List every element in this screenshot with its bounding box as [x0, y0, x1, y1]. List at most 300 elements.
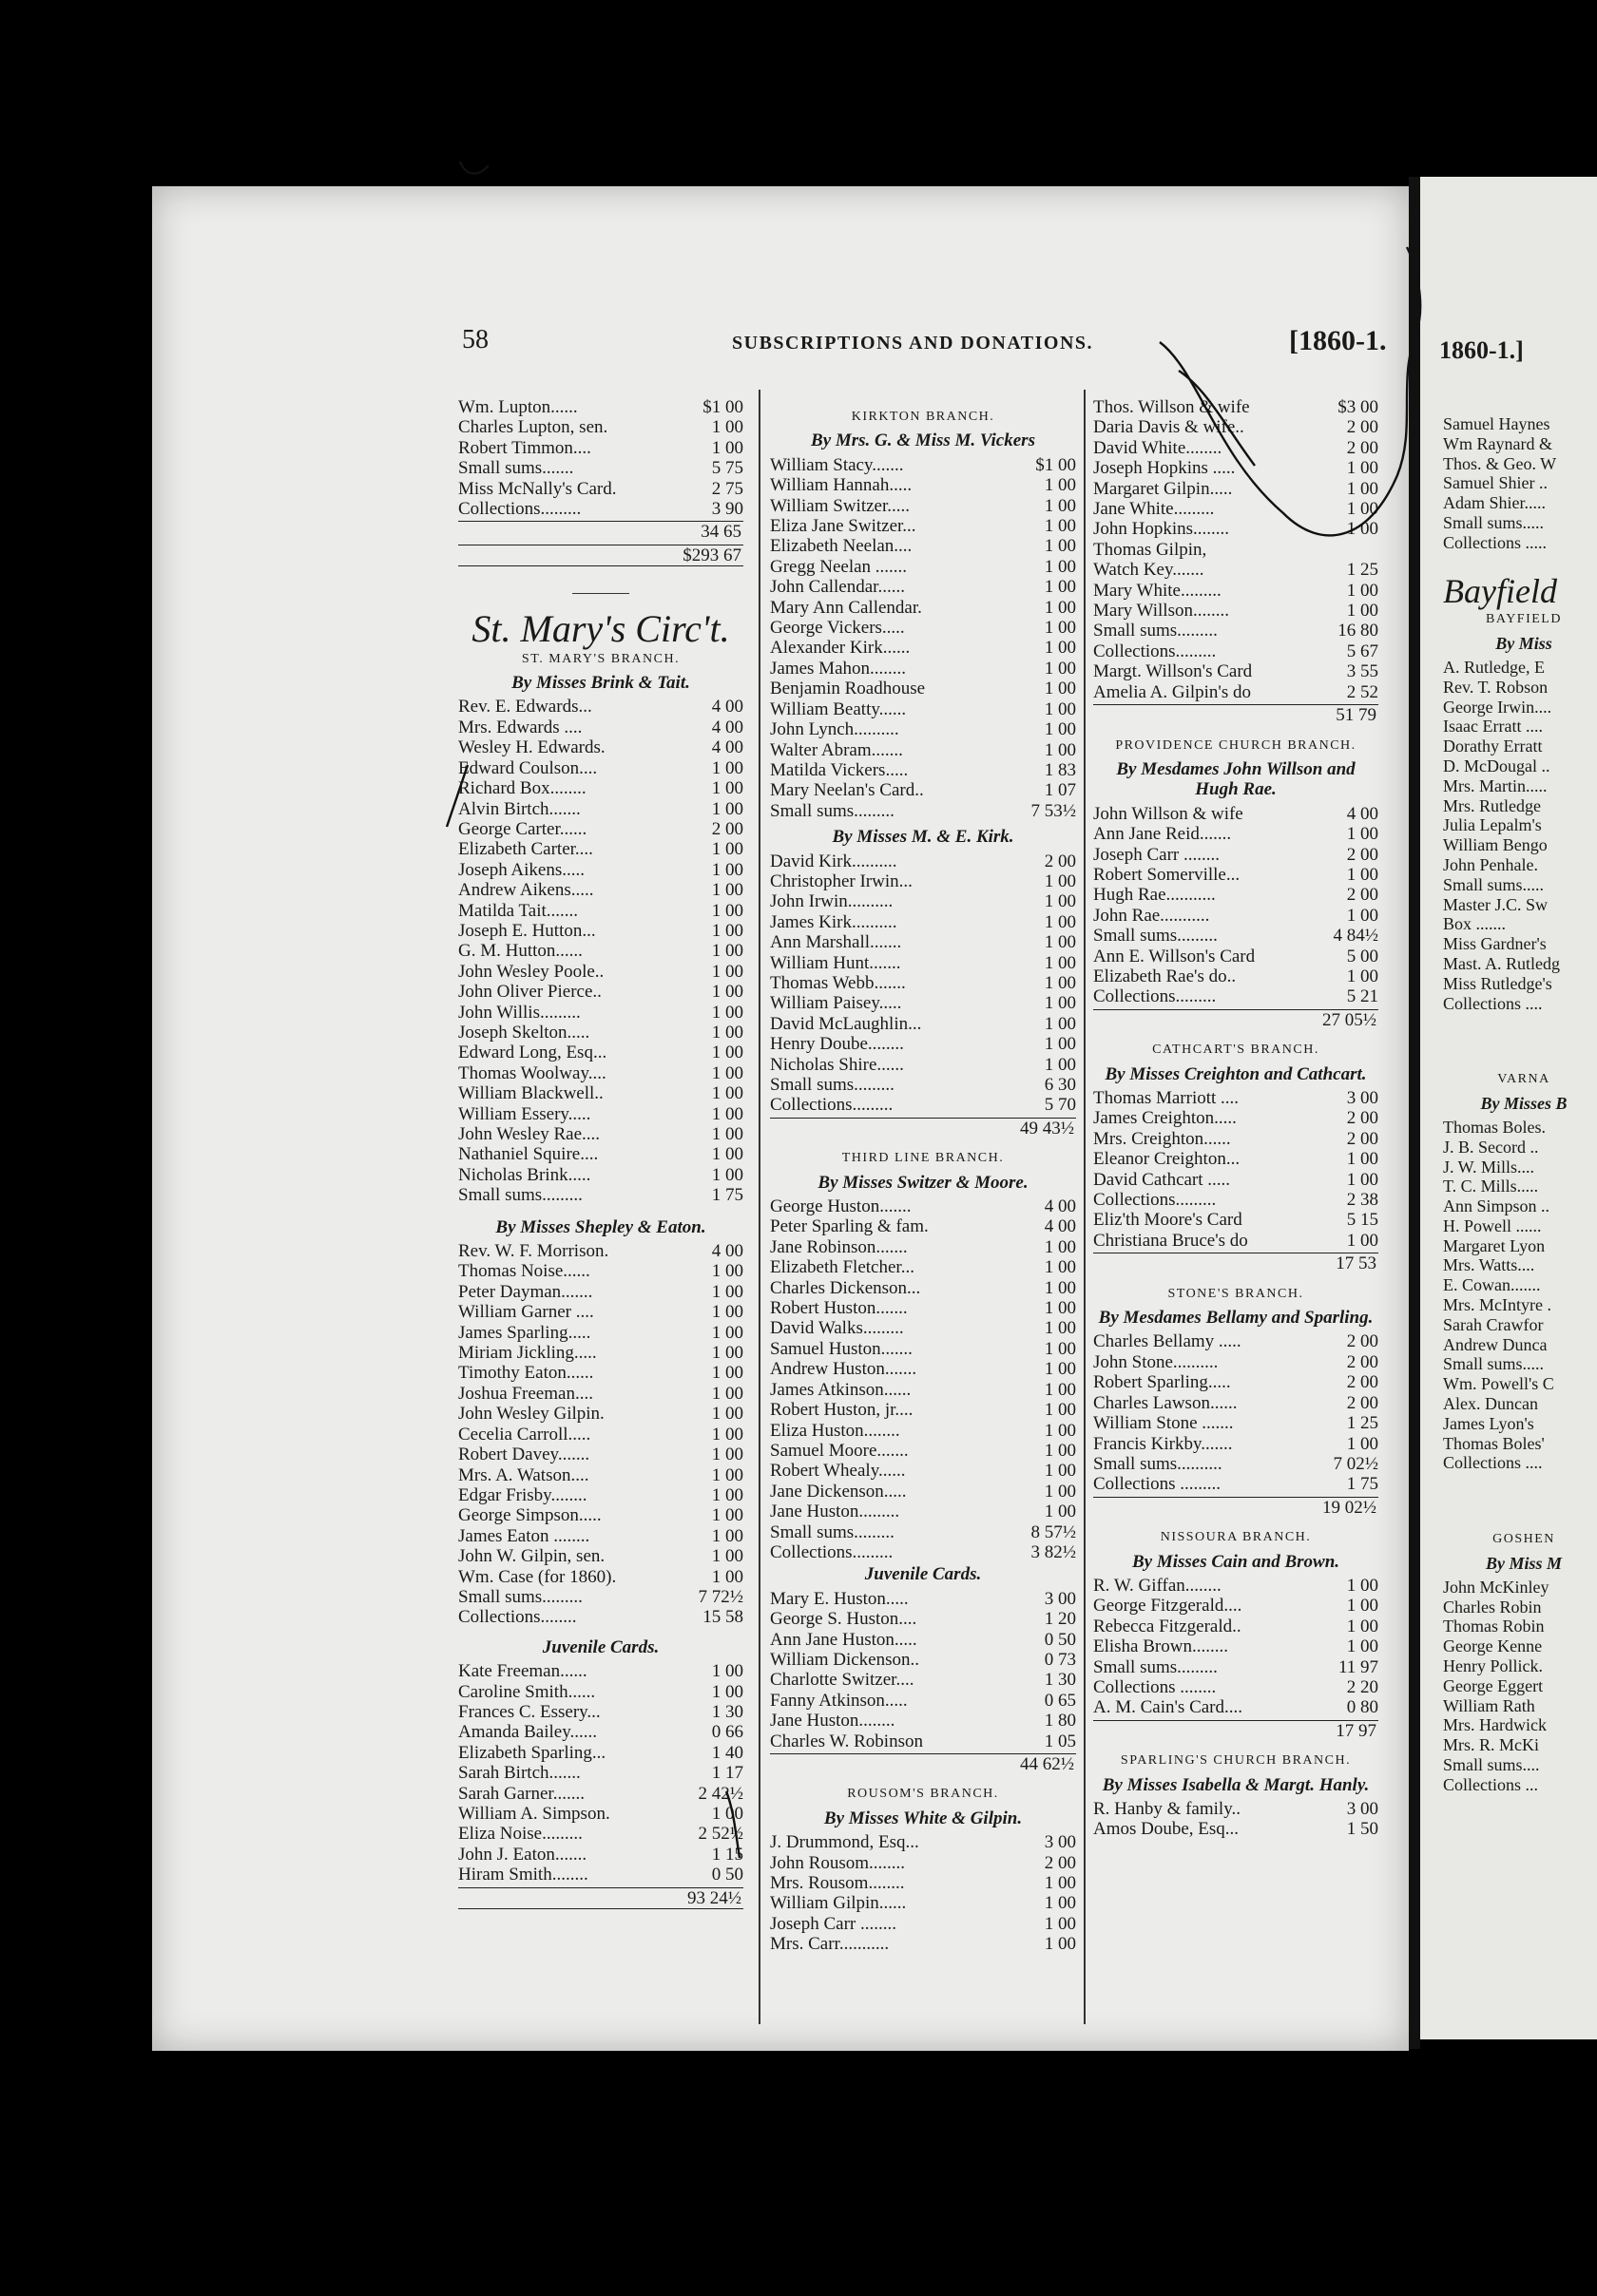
entry-amount: 1 00 — [1044, 1893, 1076, 1914]
list-item — [1093, 1331, 1378, 1351]
list-item — [1093, 1129, 1378, 1149]
list-item — [458, 1104, 743, 1124]
list-item — [770, 1914, 1076, 1934]
branch-title: GOSHEN — [1492, 1532, 1555, 1547]
entry-name: Thos. Willson & wife — [1093, 397, 1250, 417]
entry-name: Mrs. Rousom........ — [770, 1873, 905, 1894]
entry-name: John Callendar...... — [770, 577, 905, 598]
list-item: Box ....... — [1443, 914, 1507, 934]
list-item — [458, 1185, 743, 1205]
list-item — [458, 1587, 743, 1607]
entry-amount: 1 00 — [1346, 864, 1378, 885]
entry-amount: 1 00 — [1044, 911, 1076, 932]
entry-amount: 7 72½ — [698, 1586, 743, 1607]
list-item — [458, 479, 743, 499]
entry-amount: 0 73 — [1044, 1649, 1076, 1670]
entry-name: Matilda Tait....... — [458, 900, 579, 921]
list-item — [458, 880, 743, 900]
list-item — [1093, 845, 1378, 865]
entry-amount: 1 00 — [1044, 993, 1076, 1014]
entry-name: Watch Key....... — [1093, 560, 1204, 581]
next-page — [1420, 177, 1597, 2039]
list-item — [1093, 601, 1378, 621]
entry-amount: 1 00 — [1044, 1379, 1076, 1400]
entry-amount: 1 00 — [711, 798, 743, 819]
list-item — [770, 1650, 1076, 1670]
list-item — [458, 1425, 743, 1445]
list-item: Small sums..... — [1443, 874, 1545, 894]
entry-name: George Huston....... — [770, 1196, 912, 1217]
entry-name: Edward Long, Esq... — [458, 1043, 607, 1063]
list-item: E. Cowan....... — [1443, 1275, 1541, 1295]
list-item: Ann Simpson .. — [1443, 1196, 1550, 1216]
circuit-title: St. Mary's Circ't. — [471, 607, 730, 651]
entry-amount: 0 66 — [711, 1722, 743, 1743]
entry-name: Robert Huston....... — [770, 1298, 908, 1319]
entry-name: J. Drummond, Esq... — [770, 1832, 919, 1853]
entry-name: Mrs. A. Watson.... — [458, 1464, 589, 1485]
entry-name: Hugh Rae........... — [1093, 885, 1216, 906]
entry-name: Cecelia Carroll..... — [458, 1424, 591, 1445]
list-item — [770, 1318, 1076, 1338]
list-item — [770, 557, 1076, 577]
collectors-line: By Misses Isabella & Margt. Hanly. — [1102, 1774, 1370, 1795]
list-item — [770, 1216, 1076, 1236]
list-item — [1093, 1108, 1378, 1128]
entry-name: Amos Doube, Esq... — [1093, 1819, 1240, 1840]
entry-name: Collections......... — [458, 499, 582, 520]
entry-amount: 1 00 — [1044, 952, 1076, 973]
collectors-line: By Mrs. G. & Miss M. Vickers — [811, 430, 1035, 451]
entry-name: John Willis......... — [458, 1002, 581, 1023]
next-page-column — [1443, 414, 1597, 1795]
entry-name: Rev. E. Edwards... — [458, 697, 592, 718]
entry-name: R. Hanby & family.. — [1093, 1799, 1241, 1819]
list-item — [770, 536, 1076, 556]
entry-name: John Irwin.......... — [770, 891, 894, 912]
list-item — [1093, 1697, 1378, 1717]
list-item: Small sums.... — [1443, 1755, 1540, 1775]
list-item — [770, 1609, 1076, 1629]
list-item — [1093, 804, 1378, 824]
entry-amount: 4 00 — [1346, 803, 1378, 824]
entry-amount: 1 07 — [1044, 780, 1076, 801]
entry-name: Small sums......... — [770, 1075, 895, 1095]
list-item — [770, 1196, 1076, 1216]
list-item: Wm Raynard & — [1443, 433, 1552, 453]
entry-name: Christopher Irwin... — [770, 871, 913, 891]
entry-name: Matilda Vickers..... — [770, 759, 909, 780]
list-item — [458, 1241, 743, 1261]
entry-amount: 5 75 — [711, 458, 743, 479]
entry-name: Margt. Willson's Card — [1093, 661, 1253, 682]
list-item — [458, 819, 743, 839]
entry-name: William Stacy....... — [770, 454, 904, 475]
entry-amount: 1 00 — [711, 941, 743, 962]
entry-amount: 0 50 — [1044, 1629, 1076, 1650]
entry-name: Mary E. Huston..... — [770, 1588, 909, 1609]
entry-name: Small sums......... — [1093, 621, 1218, 641]
entry-name: Mary Ann Callendar. — [770, 597, 922, 618]
list-item — [770, 1461, 1076, 1481]
entry-name: Benjamin Roadhouse — [770, 679, 926, 699]
list-item — [770, 1691, 1076, 1711]
list-item — [458, 1661, 743, 1681]
entry-amount: 1 00 — [1044, 1298, 1076, 1319]
list-item: J. B. Secord .. — [1443, 1137, 1539, 1157]
subtotal: 51 79 — [1093, 704, 1378, 725]
branch-title: NISSOURA BRANCH. — [1160, 1530, 1312, 1545]
entry-amount: 1 00 — [711, 1566, 743, 1587]
list-item: Julia Lepalm's — [1443, 815, 1542, 835]
entry-name: Samuel Huston....... — [770, 1338, 913, 1359]
list-item — [458, 1485, 743, 1505]
entry-name: Ann Jane Huston..... — [770, 1629, 917, 1650]
entry-name: G. M. Hutton...... — [458, 941, 583, 962]
list-item — [458, 1023, 743, 1043]
pencil-tick — [719, 1787, 747, 1863]
entry-amount: 1 00 — [1044, 577, 1076, 598]
entry-amount: 1 50 — [1346, 1819, 1378, 1840]
entry-amount: 1 25 — [1346, 1413, 1378, 1434]
list-item — [458, 982, 743, 1002]
list-item — [770, 1630, 1076, 1650]
entry-amount: 1 00 — [1044, 1338, 1076, 1359]
entry-amount: 1 83 — [1044, 759, 1076, 780]
entry-name: Andrew Aikens..... — [458, 880, 594, 901]
entry-name: John Oliver Pierce.. — [458, 982, 602, 1003]
list-item: Adam Shier..... — [1443, 493, 1546, 513]
entry-name: Edgar Frisby........ — [458, 1484, 587, 1505]
entry-amount: 1 00 — [1346, 478, 1378, 499]
entry-name: Elisha Brown........ — [1093, 1636, 1228, 1657]
page-number: 58 — [462, 325, 489, 354]
entry-amount: 16 80 — [1337, 621, 1378, 641]
entry-name: Caroline Smith...... — [458, 1681, 596, 1702]
entry-amount: 1 00 — [1346, 519, 1378, 540]
entry-name: Small sums......... — [458, 1185, 583, 1206]
list-item — [458, 1702, 743, 1722]
list-item — [1093, 1636, 1378, 1656]
list-item — [1093, 906, 1378, 926]
entry-amount: 1 00 — [1346, 1616, 1378, 1636]
column-3 — [1093, 397, 1378, 1840]
entry-amount: 1 00 — [711, 900, 743, 921]
list-item: James Lyon's — [1443, 1413, 1534, 1433]
entry-amount: 1 00 — [711, 1546, 743, 1567]
collectors-line: By Miss M — [1485, 1554, 1562, 1574]
list-item: George Irwin.... — [1443, 697, 1552, 717]
entry-amount: 1 00 — [1044, 739, 1076, 760]
entry-amount: 1 00 — [1044, 1461, 1076, 1482]
entry-amount: 1 00 — [1044, 1034, 1076, 1055]
entry-name: Sarah Garner....... — [458, 1783, 585, 1804]
entry-amount: 2 00 — [1346, 1331, 1378, 1352]
list-item — [770, 679, 1076, 698]
entry-amount: 1 00 — [711, 1681, 743, 1702]
entry-name: Gregg Neelan ....... — [770, 556, 908, 577]
entry-name: Small sums......... — [1093, 1656, 1218, 1677]
list-item: Mrs. Martin..... — [1443, 775, 1548, 795]
entry-name: Robert Somerville... — [1093, 864, 1241, 885]
entry-name: Joseph Hopkins ..... — [1093, 458, 1236, 479]
entry-amount: 4 00 — [1044, 1196, 1076, 1217]
list-item — [770, 1359, 1076, 1379]
entry-amount: 8 57½ — [1030, 1521, 1076, 1542]
list-item: Charles Robin — [1443, 1597, 1542, 1617]
entry-amount: 1 20 — [1044, 1609, 1076, 1630]
list-item — [458, 1845, 743, 1865]
entry-name: Mary Neelan's Card.. — [770, 780, 924, 801]
column-1 — [458, 397, 743, 1915]
entry-name: Sarah Birtch....... — [458, 1763, 581, 1784]
entry-amount: 1 00 — [711, 1261, 743, 1282]
list-item — [770, 1522, 1076, 1542]
entry-name: Francis Kirkby....... — [1093, 1433, 1233, 1454]
entry-name: Nicholas Brink..... — [458, 1164, 591, 1185]
list-item — [770, 516, 1076, 536]
list-item: Samuel Haynes — [1443, 414, 1550, 433]
entry-name: David White........ — [1093, 437, 1222, 458]
list-item — [458, 1763, 743, 1783]
branch-title: VARNA — [1497, 1072, 1550, 1087]
list-item: Collections ... — [1443, 1774, 1538, 1794]
list-item — [770, 1732, 1076, 1751]
list-item — [770, 1055, 1076, 1075]
entry-amount: 1 00 — [711, 982, 743, 1003]
list-item: A. Rutledge, E — [1443, 657, 1545, 677]
entry-amount: 1 00 — [711, 1804, 743, 1824]
list-item — [458, 962, 743, 982]
entry-name: Alvin Birtch....... — [458, 798, 581, 819]
entry-name: Eliza Jane Switzer... — [770, 516, 916, 537]
entry-amount: 3 00 — [1346, 1799, 1378, 1819]
list-item — [458, 1384, 743, 1404]
entry-name: David McLaughlin... — [770, 1013, 922, 1034]
list-item — [1093, 824, 1378, 844]
entry-amount: 1 00 — [711, 1322, 743, 1343]
entry-name: Miriam Jickling..... — [458, 1343, 597, 1364]
entry-name: Wesley H. Edwards. — [458, 737, 606, 758]
entry-name: Peter Dayman....... — [458, 1281, 593, 1302]
entry-name: Robert Huston, jr.... — [770, 1400, 914, 1421]
entry-amount: 1 75 — [1346, 1474, 1378, 1495]
entry-amount: 1 00 — [1044, 871, 1076, 891]
entry-name: Robert Davey....... — [458, 1445, 590, 1465]
list-item — [770, 598, 1076, 618]
entry-name: Henry Doube........ — [770, 1034, 904, 1055]
entry-amount: 2 00 — [1346, 1128, 1378, 1149]
list-item — [770, 1257, 1076, 1277]
list-item — [458, 1363, 743, 1383]
entry-name: Andrew Huston....... — [770, 1359, 917, 1380]
entry-amount: 3 00 — [1346, 1088, 1378, 1108]
entry-amount: 1 00 — [1044, 698, 1076, 719]
list-item: Wm. Powell's C — [1443, 1374, 1554, 1394]
entry-name: Edward Coulson.... — [458, 757, 598, 778]
list-item: Thomas Boles' — [1443, 1433, 1545, 1453]
entry-amount: 1 00 — [1044, 1257, 1076, 1278]
entry-name: John Wesley Poole.. — [458, 961, 605, 982]
list-item — [458, 1404, 743, 1424]
entry-amount: 0 50 — [711, 1865, 743, 1885]
entry-name: Elizabeth Neelan.... — [770, 536, 913, 557]
entry-amount: 1 00 — [1346, 824, 1378, 845]
entry-amount: 4 00 — [711, 737, 743, 758]
list-item — [1093, 1799, 1378, 1819]
subtotal: 19 02½ — [1093, 1497, 1378, 1518]
list-item — [770, 1421, 1076, 1441]
entry-amount: 1 15 — [711, 1844, 743, 1865]
collectors-line: By Mesdames Bellamy and Sparling. — [1098, 1308, 1374, 1329]
list-item: Small sums..... — [1443, 1354, 1545, 1374]
list-item — [458, 1144, 743, 1164]
entry-name: William Paisey..... — [770, 993, 902, 1014]
entry-name: James Atkinson...... — [770, 1379, 912, 1400]
entry-name: Eliz'th Moore's Card — [1093, 1210, 1242, 1231]
branch-title: ROUSOM'S BRANCH. — [847, 1787, 999, 1802]
entry-name: William Dickenson.. — [770, 1649, 920, 1670]
entry-name: George Simpson..... — [458, 1505, 602, 1526]
list-item: Mrs. R. McKi — [1443, 1735, 1540, 1755]
list-item — [458, 1784, 743, 1804]
list-item — [458, 1865, 743, 1885]
entry-amount: 5 00 — [1346, 946, 1378, 966]
list-item — [1093, 1576, 1378, 1596]
entry-name: Timothy Eaton...... — [458, 1363, 594, 1384]
list-item: Mrs. Rutledge — [1443, 795, 1541, 815]
list-item — [770, 1934, 1076, 1954]
list-item — [458, 1526, 743, 1546]
entry-name: Eleanor Creighton... — [1093, 1149, 1241, 1170]
list-item — [458, 737, 743, 757]
entry-name: William Gilpin...... — [770, 1893, 907, 1914]
entry-amount: 3 00 — [1044, 1832, 1076, 1853]
list-item — [458, 1743, 743, 1763]
list-item — [1093, 1677, 1378, 1697]
entry-amount: 1 00 — [1044, 891, 1076, 912]
entry-amount: 5 70 — [1044, 1095, 1076, 1116]
entry-amount: 1 00 — [711, 1302, 743, 1323]
entry-amount: 1 00 — [1044, 536, 1076, 557]
entry-amount: 1 00 — [1044, 932, 1076, 953]
list-item — [1093, 1413, 1378, 1433]
entry-name: Joseph Carr ........ — [1093, 844, 1220, 865]
entry-amount: 1 00 — [1044, 1934, 1076, 1955]
list-item — [1093, 966, 1378, 986]
list-item — [1093, 1190, 1378, 1210]
list-item — [770, 1034, 1076, 1054]
entry-amount: 2 52 — [1346, 681, 1378, 702]
entry-amount: 1 00 — [1044, 1054, 1076, 1075]
entry-amount: 3 55 — [1346, 661, 1378, 682]
entry-amount: 1 00 — [711, 839, 743, 860]
list-item — [770, 1380, 1076, 1400]
entry-amount: 4 00 — [711, 697, 743, 718]
subtotal: 49 43½ — [770, 1118, 1076, 1138]
list-item — [1093, 1454, 1378, 1474]
entry-amount: 1 00 — [711, 1124, 743, 1144]
list-item — [770, 719, 1076, 739]
entry-name: James Eaton ........ — [458, 1525, 590, 1546]
entry-amount: 5 21 — [1346, 986, 1378, 1007]
list-item — [458, 397, 743, 417]
entry-amount: 1 00 — [1044, 475, 1076, 496]
entry-name: Samuel Moore....... — [770, 1440, 909, 1461]
entry-amount: 1 00 — [1044, 972, 1076, 993]
list-item — [770, 993, 1076, 1013]
list-item — [770, 1237, 1076, 1257]
entry-name: Mrs. Carr........... — [770, 1934, 890, 1955]
entry-amount: 1 00 — [711, 961, 743, 982]
list-item — [458, 921, 743, 941]
entry-name: William Garner .... — [458, 1302, 594, 1323]
entry-amount: 4 00 — [1044, 1216, 1076, 1237]
list-item — [458, 1445, 743, 1464]
entry-amount: 1 00 — [711, 1103, 743, 1124]
branch-title: SPARLING'S CHURCH BRANCH. — [1120, 1753, 1352, 1769]
entry-amount: 1 00 — [711, 1505, 743, 1526]
list-item — [770, 496, 1076, 516]
list-item: Mrs. Watts.... — [1443, 1255, 1535, 1275]
entry-name: Robert Sparling..... — [1093, 1372, 1231, 1393]
entry-name: William Hannah..... — [770, 475, 913, 496]
list-item — [770, 618, 1076, 638]
entry-amount: 1 00 — [711, 437, 743, 458]
entry-amount: 1 00 — [711, 1464, 743, 1485]
section-title: Juvenile Cards. — [864, 1564, 982, 1585]
entry-amount: 4 00 — [711, 717, 743, 737]
list-item: Miss Rutledge's — [1443, 973, 1552, 993]
entry-name: Eliza Huston........ — [770, 1420, 900, 1441]
entry-amount: 1 00 — [711, 1343, 743, 1364]
list-item: Thomas Boles. — [1443, 1117, 1546, 1137]
entry-amount: 1 00 — [1044, 1318, 1076, 1339]
list-item — [770, 1400, 1076, 1420]
list-item — [1093, 1393, 1378, 1413]
list-item — [770, 973, 1076, 993]
entry-amount: 1 40 — [711, 1742, 743, 1763]
entry-name: Elizabeth Sparling... — [458, 1742, 606, 1763]
list-item — [1093, 1170, 1378, 1190]
entry-amount: 1 00 — [1346, 1575, 1378, 1596]
entry-name: Charles Lupton, sen. — [458, 417, 608, 438]
entry-name: Small sums......... — [1093, 926, 1218, 947]
list-item — [770, 780, 1076, 800]
list-item: Master J.C. Sw — [1443, 894, 1549, 914]
entry-amount: 3 82½ — [1030, 1541, 1076, 1562]
entry-amount: 11 97 — [1337, 1656, 1378, 1677]
entry-name: John J. Eaton....... — [458, 1844, 587, 1865]
entry-name: Amelia A. Gilpin's do — [1093, 681, 1251, 702]
list-item — [770, 699, 1076, 719]
list-item — [770, 638, 1076, 658]
list-item — [1093, 1231, 1378, 1251]
entry-amount: 1 00 — [1346, 580, 1378, 601]
entry-name: William Stone ....... — [1093, 1413, 1234, 1434]
list-item — [1093, 661, 1378, 681]
entry-amount: 2 00 — [1044, 1852, 1076, 1873]
entry-amount: 1 17 — [711, 1763, 743, 1784]
entry-amount: $1 00 — [1035, 454, 1076, 475]
list-item: Henry Pollick. — [1443, 1656, 1543, 1676]
entry-name: Elizabeth Carter.... — [458, 839, 593, 860]
entry-name: John W. Gilpin, sen. — [458, 1546, 606, 1567]
subtotal: 34 65 — [458, 521, 743, 542]
list-item: Margaret Lyon — [1443, 1235, 1546, 1255]
list-item: Collections ..... — [1443, 532, 1547, 552]
entry-amount: 1 00 — [1044, 638, 1076, 659]
